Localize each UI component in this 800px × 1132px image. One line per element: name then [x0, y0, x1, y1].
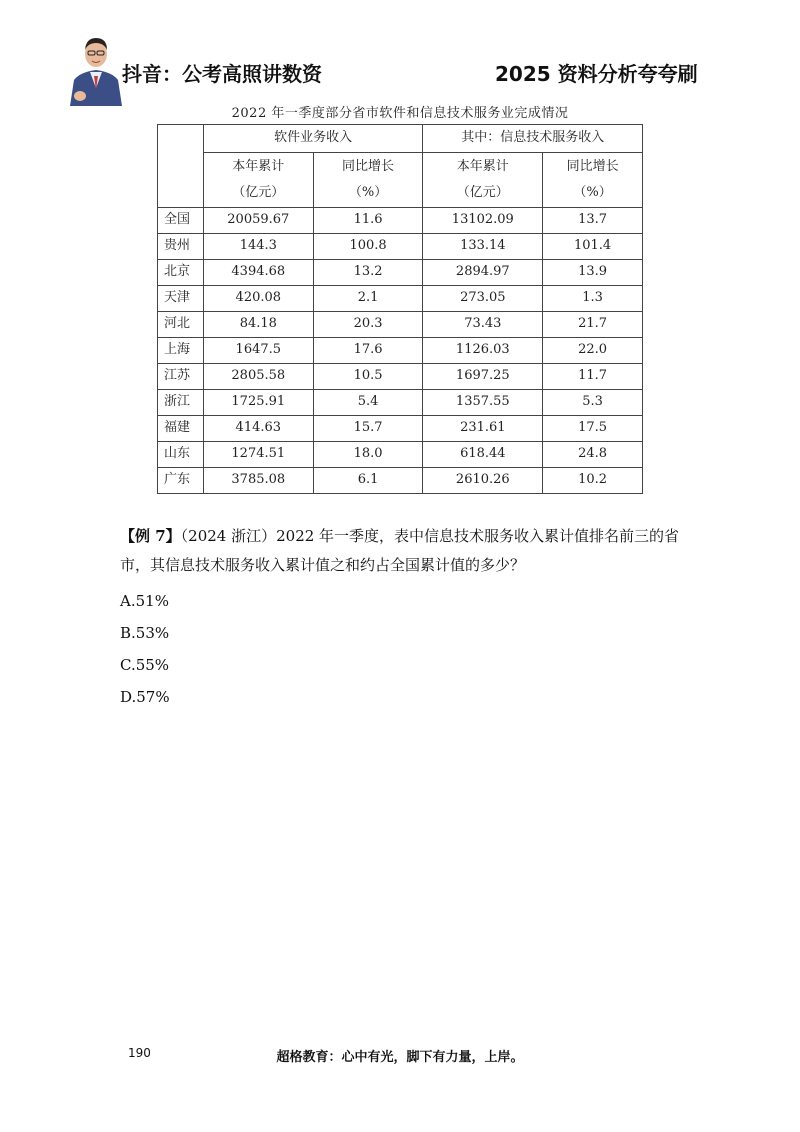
row-name: 全国 — [158, 208, 204, 234]
question-tag: 【例 7】 — [120, 527, 181, 545]
table-row — [158, 364, 643, 390]
table-title: 2022 年一季度部分省市软件和信息技术服务业完成情况 — [231, 106, 569, 121]
table-cell: 6.1 — [313, 468, 423, 494]
table-cell: 1126.03 — [423, 338, 543, 364]
table-cell: 21.7 — [543, 312, 643, 338]
table-cell: 5.3 — [543, 390, 643, 416]
option-d: D.57% — [120, 688, 170, 706]
corner-cell — [158, 125, 204, 208]
table-cell: 3785.08 — [203, 468, 313, 494]
row-name: 贵州 — [158, 234, 204, 260]
table-cell: 15.7 — [313, 416, 423, 442]
table-cell: 17.5 — [543, 416, 643, 442]
table-row — [158, 442, 643, 468]
sub-header: 同比增长 （%） — [543, 153, 643, 208]
row-name: 河北 — [158, 312, 204, 338]
table-cell: 1725.91 — [203, 390, 313, 416]
table-row — [158, 312, 643, 338]
table-row — [158, 234, 643, 260]
table-cell: 2.1 — [313, 286, 423, 312]
table-cell: 10.2 — [543, 468, 643, 494]
sub-header: 本年累计 （亿元） — [423, 153, 543, 208]
row-name: 山东 — [158, 442, 204, 468]
group-header-it-service: 其中：信息技术服务收入 — [423, 125, 643, 153]
table-cell: 618.44 — [423, 442, 543, 468]
row-name: 上海 — [158, 338, 204, 364]
presenter-photo — [66, 30, 126, 106]
table-cell: 20059.67 — [203, 208, 313, 234]
row-name: 广东 — [158, 468, 204, 494]
table-cell: 24.8 — [543, 442, 643, 468]
table-cell: 2610.26 — [423, 468, 543, 494]
row-name: 福建 — [158, 416, 204, 442]
douyin-brand-text: 抖音：公考高照讲数资 — [122, 62, 322, 86]
series-title: 2025 资料分析夸夸刷 — [495, 62, 698, 86]
sub-header: 同比增长 （%） — [313, 153, 423, 208]
question-text: （2024 浙江）2022 年一季度，表中信息技术服务收入累计值排名前三的省市，其信息技术服务收入累计值之和约占全国累计值的多少？ — [120, 527, 680, 574]
table-cell: 414.63 — [203, 416, 313, 442]
data-table — [157, 124, 643, 494]
table-cell: 1.3 — [543, 286, 643, 312]
table-cell: 22.0 — [543, 338, 643, 364]
table-cell: 18.0 — [313, 442, 423, 468]
table-cell: 100.8 — [313, 234, 423, 260]
table-cell: 13.2 — [313, 260, 423, 286]
table-cell: 13102.09 — [423, 208, 543, 234]
table-cell: 5.4 — [313, 390, 423, 416]
table-cell: 1274.51 — [203, 442, 313, 468]
table-cell: 2805.58 — [203, 364, 313, 390]
table-cell: 11.6 — [313, 208, 423, 234]
page-header — [0, 0, 800, 110]
option-a: A.51% — [120, 592, 169, 610]
table-cell: 10.5 — [313, 364, 423, 390]
row-name: 浙江 — [158, 390, 204, 416]
table-cell: 231.61 — [423, 416, 543, 442]
table-cell: 73.43 — [423, 312, 543, 338]
table-cell: 13.9 — [543, 260, 643, 286]
row-name: 江苏 — [158, 364, 204, 390]
table-row — [158, 208, 643, 234]
table-cell: 4394.68 — [203, 260, 313, 286]
table-cell: 273.05 — [423, 286, 543, 312]
row-name: 北京 — [158, 260, 204, 286]
question-stem — [120, 522, 700, 580]
footer-slogan: 超格教育：心中有光，脚下有力量，上岸。 — [276, 1050, 524, 1065]
table-cell: 1647.5 — [203, 338, 313, 364]
option-b: B.53% — [120, 624, 170, 642]
table-row — [158, 468, 643, 494]
answer-options — [120, 585, 170, 713]
group-header-software: 软件业务收入 — [203, 125, 423, 153]
table-cell: 2894.97 — [423, 260, 543, 286]
table-row — [158, 338, 643, 364]
page-number: 190 — [128, 1046, 151, 1060]
table-row — [158, 286, 643, 312]
table-cell: 84.18 — [203, 312, 313, 338]
table-cell: 11.7 — [543, 364, 643, 390]
sub-header: 本年累计 （亿元） — [203, 153, 313, 208]
table-cell: 420.08 — [203, 286, 313, 312]
table-cell: 144.3 — [203, 234, 313, 260]
table-row — [158, 260, 643, 286]
table-cell: 101.4 — [543, 234, 643, 260]
row-name: 天津 — [158, 286, 204, 312]
table-row — [158, 416, 643, 442]
option-c: C.55% — [120, 656, 170, 674]
table-cell: 1697.25 — [423, 364, 543, 390]
table-row — [158, 390, 643, 416]
table-cell: 1357.55 — [423, 390, 543, 416]
table-cell: 17.6 — [313, 338, 423, 364]
table-cell: 13.7 — [543, 208, 643, 234]
table-cell: 20.3 — [313, 312, 423, 338]
table-cell: 133.14 — [423, 234, 543, 260]
